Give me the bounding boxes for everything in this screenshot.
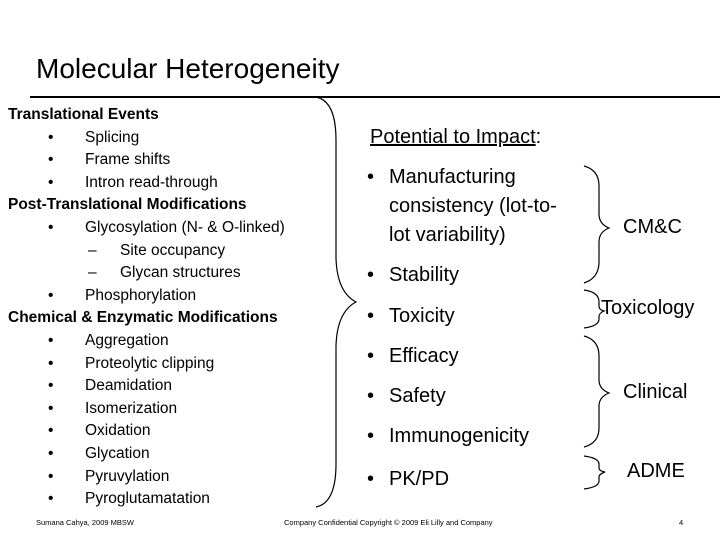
bracket-adme — [584, 456, 605, 489]
bracket-cmc — [584, 166, 609, 283]
list-item-label: Phosphorylation — [85, 286, 197, 304]
bullet-glyph: • — [48, 354, 54, 372]
category-cmc: CM&C — [623, 216, 682, 238]
impact-item-line: Stability — [389, 264, 460, 286]
impact-item-line: Toxicity — [389, 305, 455, 327]
list-item-label: Pyroglutamatation — [85, 490, 210, 508]
section-heading: Translational Events — [8, 106, 159, 123]
big-curly-brace — [316, 97, 356, 507]
list-item-label: Frame shifts — [85, 151, 171, 169]
bullet-glyph: • — [367, 385, 375, 407]
bullet-glyph: • — [367, 166, 375, 188]
bullet-glyph: • — [48, 444, 54, 462]
bullet-glyph: • — [367, 305, 375, 327]
list-item-label: Pyruvylation — [85, 467, 170, 485]
page-number: 4 — [679, 518, 684, 527]
bullet-glyph: • — [48, 422, 54, 440]
section-heading: Chemical & Enzymatic Modifications — [8, 309, 278, 327]
bullet-glyph: • — [367, 345, 375, 367]
list-item-label: Splicing — [85, 128, 140, 146]
category-toxicology: Toxicology — [601, 297, 695, 319]
bullet-glyph: • — [367, 264, 375, 286]
list-item-label: Glycosylation (N- & O-linked) — [85, 218, 285, 236]
list-item-label: Glycan structures — [120, 264, 241, 282]
bullet-glyph: • — [48, 151, 54, 169]
list-item-label: Oxidation — [85, 422, 151, 440]
bullet-glyph: • — [48, 490, 54, 508]
bullet-glyph: • — [48, 286, 54, 304]
bullet-glyph: • — [48, 399, 54, 417]
category-clinical: Clinical — [623, 381, 688, 403]
bullet-glyph: • — [48, 467, 54, 485]
impact-heading-text: Potential to Impact — [370, 126, 536, 148]
bracket-clinical — [584, 336, 609, 447]
impact-item-line: consistency (lot-to- — [389, 195, 557, 217]
list-item-label: Aggregation — [85, 331, 169, 349]
impact-item-line: Immunogenicity — [389, 425, 530, 447]
dash-glyph: – — [88, 264, 97, 282]
impact-item-line: PK/PD — [389, 468, 450, 490]
impact-item-line: Safety — [389, 385, 446, 407]
list-item-label: Glycation — [85, 444, 150, 462]
slide-title: Molecular Heterogeneity — [36, 53, 340, 84]
impact-item-line: Manufacturing — [389, 166, 516, 188]
bullet-glyph: • — [48, 218, 54, 236]
list-item-label: Deamidation — [85, 377, 173, 395]
footer-author: Sumana Cahya, 2009 MBSW — [36, 518, 134, 527]
impact-item-line: lot variability) — [389, 224, 506, 246]
list-item-label: Intron read-through — [85, 173, 218, 191]
dash-glyph: – — [88, 241, 97, 259]
section-heading: Post-Translational Modifications — [8, 196, 247, 214]
list-item-label: Isomerization — [85, 399, 178, 417]
bullet-glyph: • — [367, 468, 375, 490]
list-item-label: Proteolytic clipping — [85, 354, 215, 372]
bullet-glyph: • — [367, 425, 375, 447]
bullet-glyph: • — [48, 331, 54, 349]
footer-copyright: Company Confidential Copyright © 2009 Eli Lilly and Company — [284, 518, 493, 527]
bullet-glyph: • — [48, 377, 54, 395]
category-adme: ADME — [627, 460, 685, 482]
bracket-toxicology — [584, 290, 604, 328]
impact-heading-colon: : — [535, 126, 542, 148]
list-item-label: Site occupancy — [120, 241, 226, 259]
bullet-glyph: • — [48, 128, 54, 146]
bullet-glyph: • — [48, 173, 54, 191]
impact-item-line: Efficacy — [389, 345, 459, 367]
